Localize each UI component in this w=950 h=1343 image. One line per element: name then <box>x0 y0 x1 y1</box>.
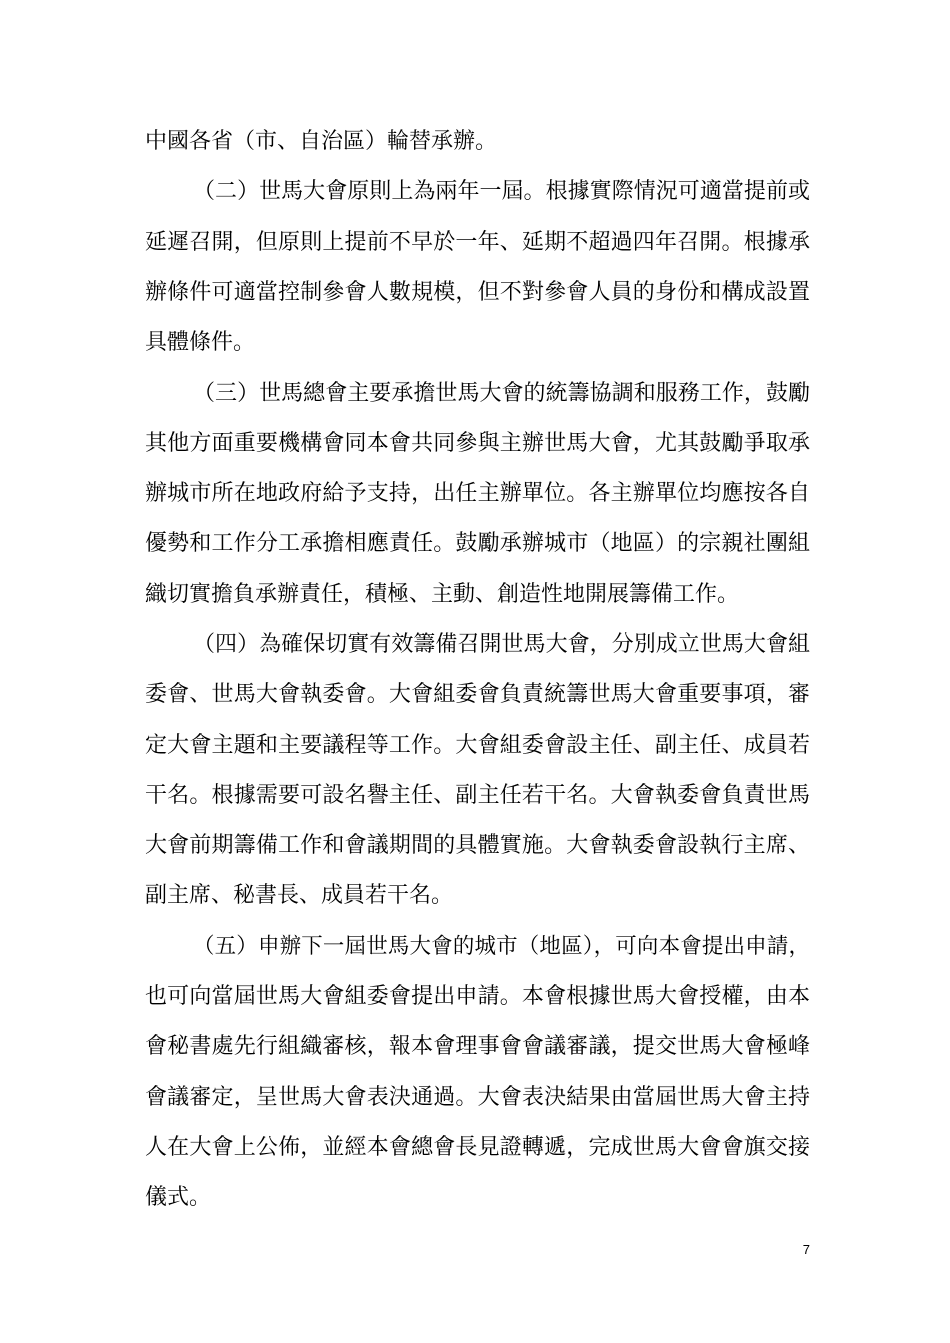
paragraph-4-line-1: （四）為確保切實有效籌備召開世馬大會，分別成立世馬大會組 <box>193 632 810 657</box>
paragraph-5-line-5: 人在大會上公佈，並經本會總會長見證轉遞，完成世馬大會會旗交接 <box>145 1135 810 1160</box>
paragraph-3-line-5: 織切實擔負承辦責任，積極、主動、創造性地開展籌備工作。 <box>145 582 740 607</box>
paragraph-2-line-4: 具體條件。 <box>145 330 256 355</box>
paragraph-3-line-1: （三）世馬總會主要承擔世馬大會的統籌協調和服務工作，鼓勵 <box>193 381 810 406</box>
paragraph-3-line-3: 辦城市所在地政府給予支持，出任主辦單位。各主辦單位均應按各自 <box>145 481 810 506</box>
paragraph-2-line-2: 延遲召開，但原則上提前不早於一年、延期不超過四年召開。根據承 <box>145 230 810 255</box>
paragraph-5-line-1: （五）申辦下一屆世馬大會的城市（地區），可向本會提出申請， <box>193 934 810 959</box>
paragraph-5-line-2: 也可向當屆世馬大會組委會提出申請。本會根據世馬大會授權，由本 <box>145 984 810 1009</box>
paragraph-4-line-5: 大會前期籌備工作和會議期間的具體實施。大會執委會設執行主席、 <box>145 833 810 858</box>
paragraph-5-line-4: 會議審定，呈世馬大會表決通過。大會表決結果由當屆世馬大會主持 <box>145 1085 810 1110</box>
paragraph-3-line-2: 其他方面重要機構會同本會共同參與主辦世馬大會，尤其鼓勵爭取承 <box>145 431 810 456</box>
paragraph-2-line-1: （二）世馬大會原則上為兩年一屆。根據實際情況可適當提前或 <box>193 179 810 204</box>
paragraph-1-line-1: 中國各省（市、自治區）輪替承辦。 <box>145 129 498 154</box>
paragraph-4-line-3: 定大會主題和主要議程等工作。大會組委會設主任、副主任、成員若 <box>145 733 810 758</box>
paragraph-2-line-3: 辦條件可適當控制參會人數規模，但不對參會人員的身份和構成設置 <box>145 280 810 305</box>
paragraph-4-line-4: 干名。根據需要可設名譽主任、副主任若干名。大會執委會負責世馬 <box>145 783 810 808</box>
paragraph-5-line-6: 儀式。 <box>145 1185 212 1210</box>
paragraph-4-line-6: 副主席、秘書長、成員若干名。 <box>145 883 454 908</box>
page-number: 7 <box>802 1242 810 1257</box>
paragraph-4-line-2: 委會、世馬大會執委會。大會組委會負責統籌世馬大會重要事項，審 <box>145 682 810 707</box>
paragraph-3-line-4: 優勢和工作分工承擔相應責任。鼓勵承辦城市（地區）的宗親社團組 <box>145 531 810 556</box>
paragraph-5-line-3: 會秘書處先行組織審核，報本會理事會會議審議，提交世馬大會極峰 <box>145 1034 810 1059</box>
